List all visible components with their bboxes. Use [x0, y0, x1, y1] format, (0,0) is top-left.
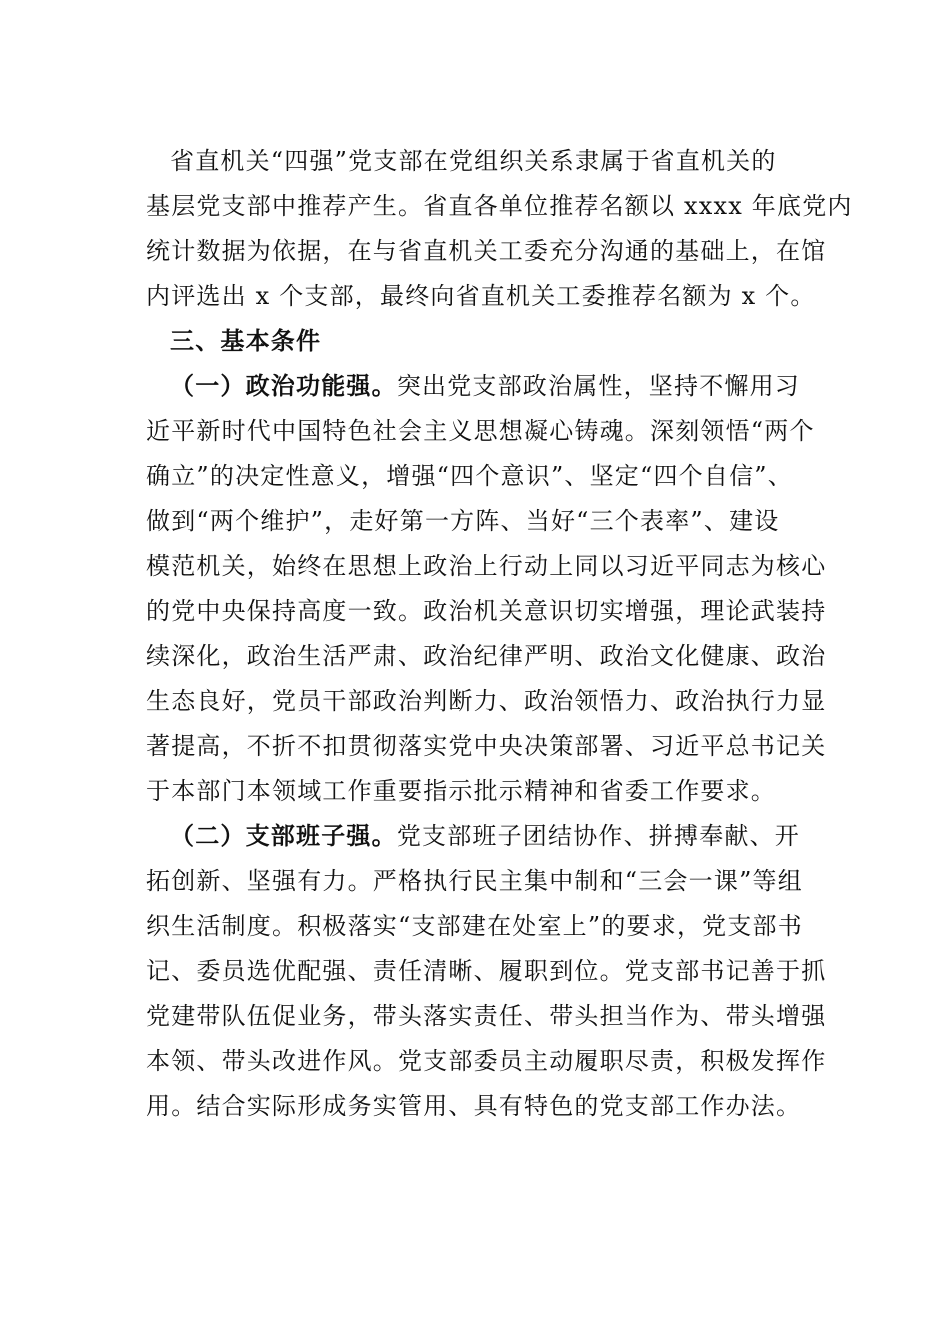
paragraph-first-line — [170, 371, 860, 401]
paragraph-line: 统计数据为依据，在与省直机关工委充分沟通的基础上，在馆 — [146, 237, 827, 265]
paragraph-line: 党建带队伍促业务，带头落实责任、带头担当作为、带头增强 — [146, 1002, 827, 1030]
paragraph-line: 织生活制度。积极落实“支部建在处室上”的要求，党支部书 — [146, 912, 803, 940]
paragraph-line: 记、委员选优配强、责任清晰、履职到位。党支部书记善于抓 — [146, 957, 827, 985]
paragraph-line: 省直机关“四强”党支部在党组织关系隶属于省直机关的 — [170, 147, 777, 175]
paragraph-line: 续深化，政治生活严肃、政治纪律严明、政治文化健康、政治 — [146, 642, 827, 670]
paragraph-text: 突出党支部政治属性，坚持不懈用习 — [396, 372, 801, 400]
paragraph-line: 于本部门本领域工作重要指示批示精神和省委工作要求。 — [146, 777, 776, 805]
paragraph-line: 本领、带头改进作风。党支部委员主动履职尽责，积极发挥作 — [146, 1047, 827, 1075]
paragraph-line: 内评选出 x 个支部，最终向省直机关工委推荐名额为 x 个。 — [146, 282, 816, 310]
paragraph-line: 做到“两个维护”，走好第一方阵、当好“三个表率”、建设 — [146, 507, 780, 535]
paragraph-line: 的党中央保持高度一致。政治机关意识切实增强，理论武装持 — [146, 597, 827, 625]
paragraph-first-line — [170, 821, 860, 851]
paragraph-text: 党支部班子团结协作、拼搏奉献、开 — [396, 822, 801, 850]
paragraph-line: 生态良好，党员干部政治判断力、政治领悟力、政治执行力显 — [146, 687, 827, 715]
paragraph-line: 近平新时代中国特色社会主义思想凝心铸魂。深刻领悟“两个 — [146, 417, 815, 445]
paragraph-line: 拓创新、坚强有力。严格执行民主集中制和“三会一课”等组 — [146, 867, 803, 895]
paragraph-line: 著提高，不折不扣贯彻落实党中央决策部署、习近平总书记关 — [146, 732, 827, 760]
paragraph-line: 模范机关，始终在思想上政治上行动上同以习近平同志为核心 — [146, 552, 827, 580]
subsection-title: （一）政治功能强。 — [170, 372, 397, 400]
paragraph-line: 用。结合实际形成务实管用、具有特色的党支部工作办法。 — [146, 1092, 802, 1120]
paragraph-line: 基层党支部中推荐产生。省直各单位推荐名额以 xxxx 年底党内 — [146, 192, 853, 220]
subsection-title: （二）支部班子强。 — [170, 822, 397, 850]
paragraph-line: 确立”的决定性意义，增强“四个意识”、坚定“四个自信”、 — [146, 462, 793, 490]
section-heading: 三、基本条件 — [170, 327, 322, 355]
